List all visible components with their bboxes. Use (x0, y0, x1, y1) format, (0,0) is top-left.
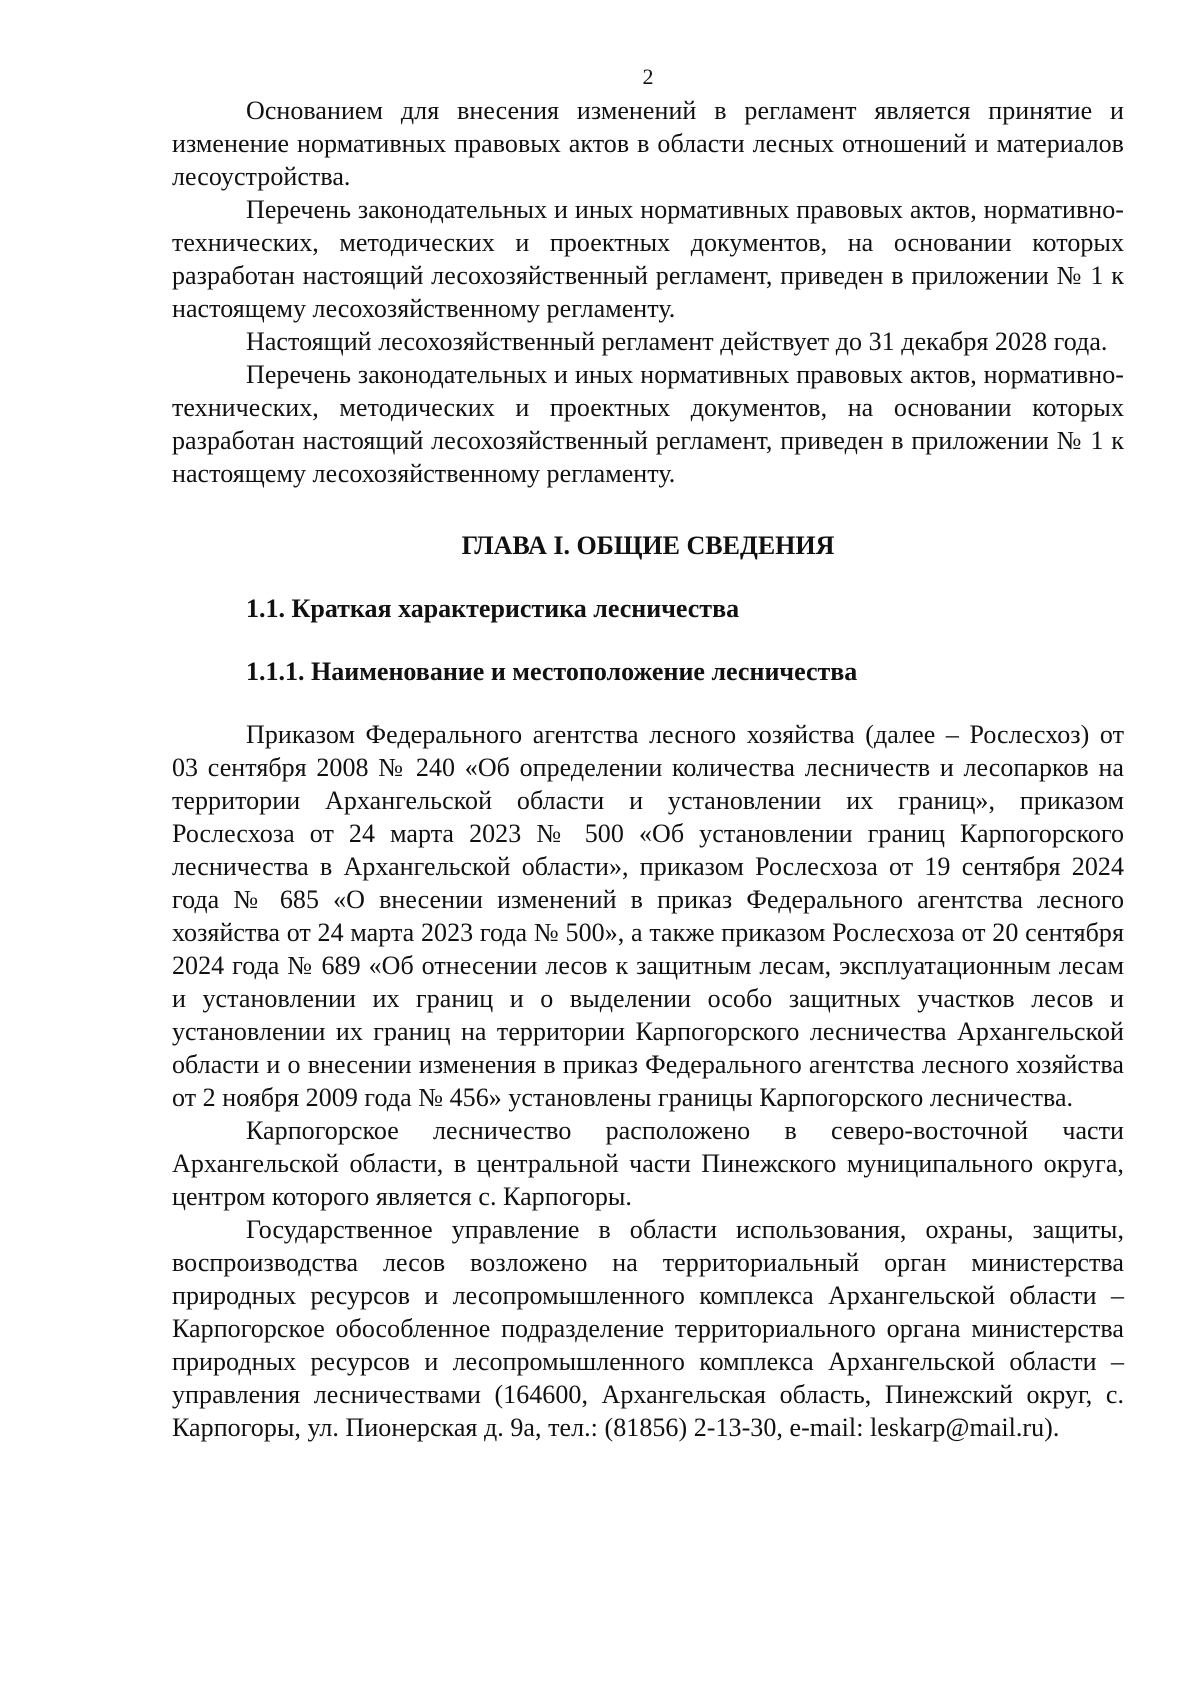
document-page (172, 62, 1124, 1444)
paragraph-regulatory-list: Перечень законодательных и иных нормативных правовых актов, нормативно-технических, методических и проектных документов, на основании которых разработан настоящий лесохозяйственный регламент, приведен в приложении № 1 к настоящему лесохозяйственному регламенту. (172, 195, 1124, 323)
paragraph-boundaries-orders: Приказом Федерального агентства лесного хозяйства (далее – Рослесхоз) от 03 сентября 2008 № 240 «Об определении количества лесничеств и лесопарков на территории Архангельской области и установлении их границ», приказом Рослесхоза от 24 марта 2023 № 500 «Об установлении границ Карпогорского лесничества в Архангельской области», приказом Рослесхоза от 19 сентября 2024 года № 685 «О внесении изменений в приказ Федерального агентства лесного хозяйства от 24 марта 2023 года № 500», а также приказом Рослесхоза от 20 сентября 2024 года № 689 «Об отнесении лесов к защитным лесам, эксплуатационным лесам и установлении их границ и о выделении особо защитных участков лесов и установлении их границ на территории Карпогорского лесничества Архангельской области и о внесении изменения в приказ Федерального агентства лесного хозяйства от 2 ноября 2009 года № 456» установлены границы Карпогорского лесничества. (172, 720, 1124, 1112)
chapter-title: ГЛАВА I. ОБЩИЕ СВЕДЕНИЯ (461, 531, 835, 560)
section-title: 1.1. Краткая характеристика лесничества (246, 594, 740, 623)
paragraph-regulatory-list-repeat: Перечень законодательных и иных нормативных правовых актов, нормативно-технических, методических и проектных документов, на основании которых разработан настоящий лесохозяйственный регламент, приведен в приложении № 1 к настоящему лесохозяйственному регламенту. (172, 360, 1124, 488)
paragraph-validity-period: Настоящий лесохозяйственный регламент действует до 31 декабря 2028 года. (246, 327, 1108, 356)
page-number: 2 (642, 64, 654, 89)
paragraph-location: Карпогорское лесничество расположено в северо-восточной части Архангельской области, в центральной части Пинежского муниципального округа, центром которого является с. Карпогоры. (172, 1116, 1124, 1211)
paragraph-management-contacts: Государственное управление в области использования, охраны, защиты, воспроизводства лесов возложено на территориальный орган министерства природных ресурсов и лесопромышленного комплекса Архангельской области – Карпогорское обособленное подразделение территориального органа министерства природных ресурсов и лесопромышленного комплекса Архангельской области – управления лесничествами (164600, Архангельская область, Пинежский округ, с. Карпогоры, ул. Пионерская д. 9а, тел.: (81856) 2-13-30, e-mail: leskarp@mail.ru). (172, 1215, 1124, 1442)
paragraph-grounds-for-changes: Основанием для внесения изменений в регламент является принятие и изменение нормативных правовых актов в области лесных отношений и материалов лесоустройства. (172, 96, 1124, 191)
subsection-title: 1.1.1. Наименование и местоположение лесничества (246, 657, 858, 686)
